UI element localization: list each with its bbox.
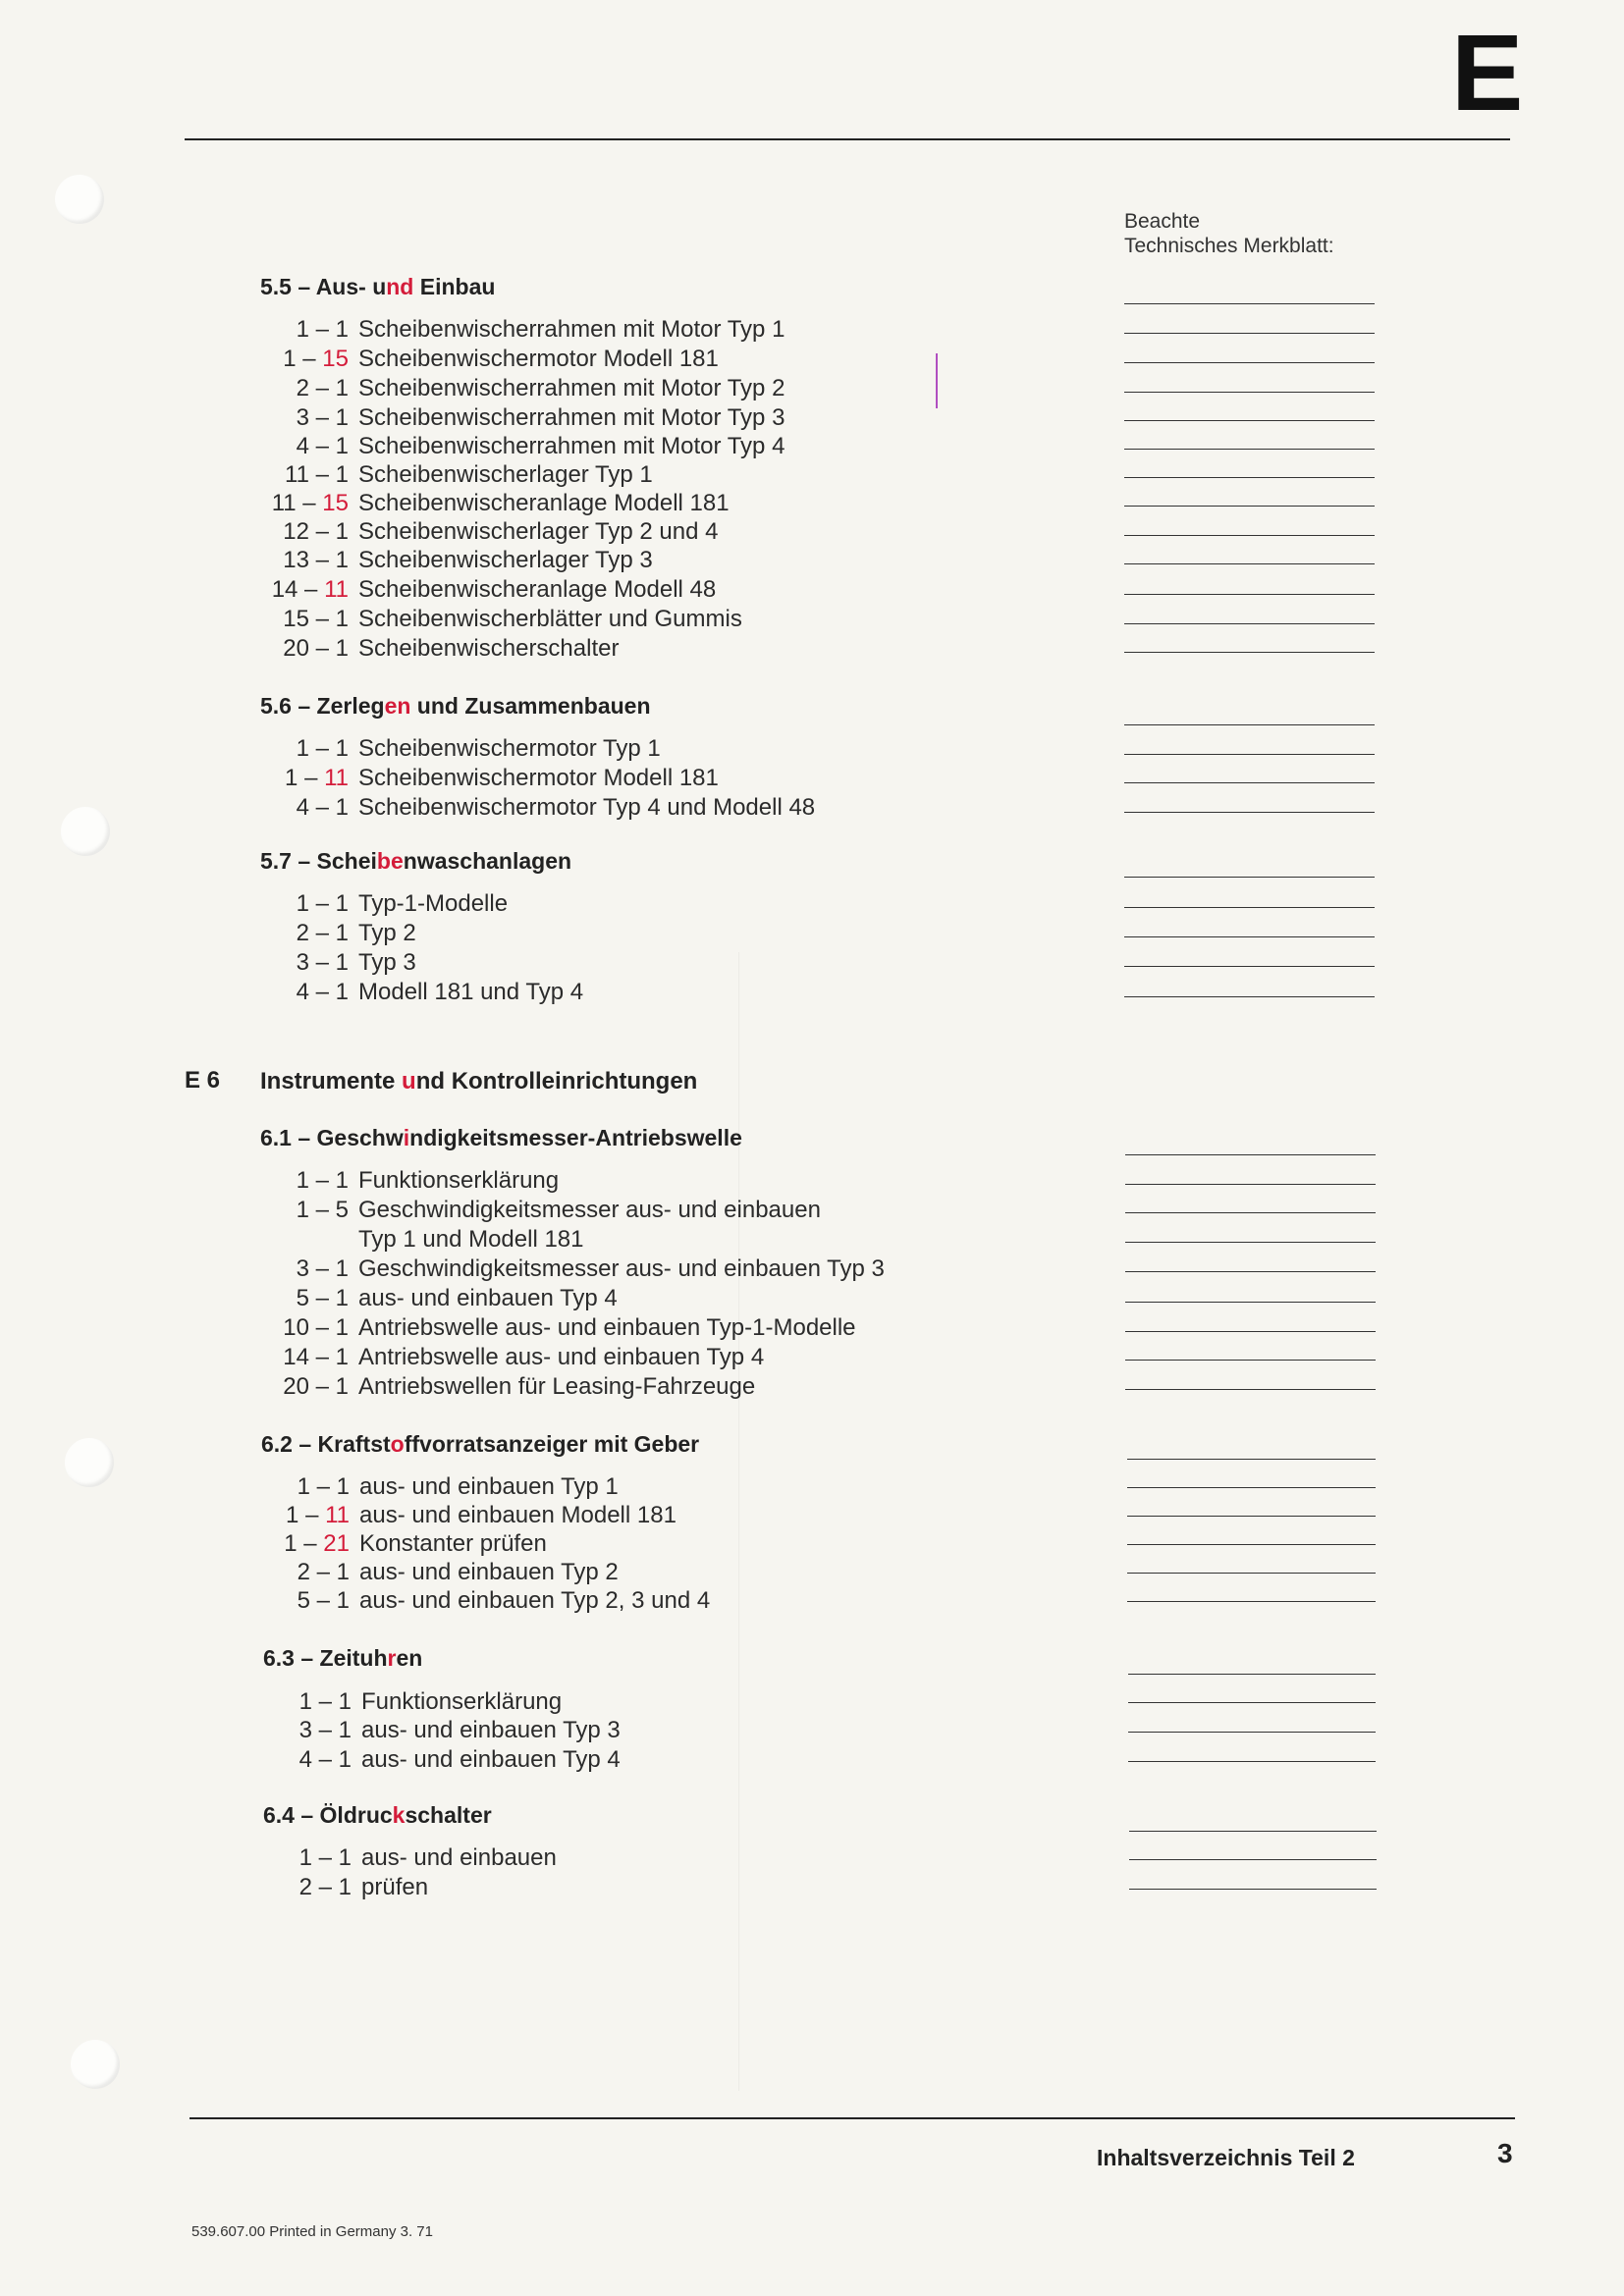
- section-title: [260, 1125, 742, 1151]
- note-line: [1124, 477, 1375, 478]
- pen-mark: [936, 353, 938, 408]
- section-title-part: ffvorratsanzeiger mit Geber: [404, 1431, 700, 1457]
- item-number: 2 – 1: [296, 375, 349, 401]
- item-number: 11 – 15: [271, 490, 349, 516]
- note-line: [1125, 1184, 1376, 1185]
- item-title: Funktionserklärung: [361, 1688, 563, 1715]
- item-title: Konstanter prüfen: [359, 1530, 547, 1557]
- item-title: Scheibenwischeranlage Modell 181: [358, 490, 730, 516]
- item-title: aus- und einbauen Typ 4: [361, 1746, 621, 1773]
- item-title: prüfen: [361, 1874, 429, 1900]
- item-title: Scheibenwischerblätter und Gummis: [358, 606, 742, 632]
- section-title-part: be: [376, 848, 404, 874]
- note-line: [1127, 1601, 1376, 1602]
- item-title: Modell 181 und Typ 4: [358, 979, 584, 1005]
- note-line: [1124, 966, 1375, 967]
- section-title-part: 6.1 – Geschw: [260, 1125, 404, 1150]
- item-title: Scheibenwischerlager Typ 1: [358, 461, 653, 488]
- note-line: [1128, 1702, 1376, 1703]
- item-number: 11 – 1: [285, 461, 349, 488]
- item-title: aus- und einbauen: [361, 1844, 557, 1871]
- item-title: Scheibenwischerrahmen mit Motor Typ 2: [358, 375, 785, 401]
- item-number-highlight: 11: [324, 765, 349, 791]
- note-line: [1124, 907, 1375, 908]
- section-title-part: en: [396, 1645, 423, 1671]
- item-number: 1 – 15: [283, 346, 349, 372]
- note-line: [1129, 1831, 1377, 1832]
- chapter-title-part: u: [402, 1068, 416, 1095]
- item-number: 1 – 5: [296, 1197, 349, 1223]
- punch-hole: [65, 1438, 114, 1487]
- note-line: [1124, 449, 1375, 450]
- note-line: [1128, 1761, 1376, 1762]
- note-line: [1129, 1889, 1377, 1890]
- punch-hole: [61, 807, 110, 856]
- chapter-title: [260, 1068, 697, 1095]
- section-title-part: nd: [386, 274, 414, 299]
- item-title: Scheibenwischerrahmen mit Motor Typ 3: [358, 404, 785, 431]
- section-title-part: ndigkeitsmesser-Antriebswelle: [409, 1125, 742, 1150]
- section-title: [261, 1431, 699, 1458]
- note-line: [1124, 420, 1375, 421]
- note-line: [1127, 1487, 1376, 1488]
- item-number: 1 – 1: [296, 316, 349, 343]
- item-number: 20 – 1: [283, 635, 349, 662]
- item-number: 2 – 1: [298, 1874, 352, 1900]
- section-title-part: und Zusammenbauen: [410, 693, 651, 719]
- item-number: 1 – 1: [296, 1167, 349, 1194]
- item-title: aus- und einbauen Typ 1: [359, 1473, 619, 1500]
- note-line: [1124, 782, 1375, 783]
- item-title: Typ 2: [358, 920, 416, 946]
- note-line: [1125, 1389, 1376, 1390]
- item-title: aus- und einbauen Typ 2: [359, 1559, 619, 1585]
- section-title-part: o: [390, 1431, 405, 1457]
- item-title: Scheibenwischermotor Typ 4 und Modell 48: [358, 794, 816, 821]
- item-title: Scheibenwischeranlage Modell 48: [358, 576, 717, 603]
- note-line: [1124, 623, 1375, 624]
- item-title: aus- und einbauen Typ 2, 3 und 4: [359, 1587, 711, 1614]
- item-number: 1 – 1: [298, 1844, 352, 1871]
- section-title-part: i: [403, 1125, 410, 1150]
- section-title: [260, 693, 651, 720]
- notes-heading: [1124, 209, 1334, 258]
- item-number: 5 – 1: [297, 1587, 350, 1614]
- note-line: [1124, 535, 1375, 536]
- item-title: Scheibenwischerrahmen mit Motor Typ 4: [358, 433, 785, 459]
- item-number: 20 – 1: [283, 1373, 349, 1400]
- note-line: [1124, 303, 1375, 304]
- bleed-through: [738, 952, 739, 2091]
- notes-heading-line2: Technisches Merkblatt:: [1124, 235, 1334, 257]
- note-line: [1124, 754, 1375, 755]
- item-number: 4 – 1: [296, 979, 349, 1005]
- note-line: [1128, 1674, 1376, 1675]
- item-number: 3 – 1: [298, 1717, 352, 1743]
- note-line: [1124, 936, 1375, 937]
- note-line: [1125, 1212, 1376, 1213]
- section-letter: E: [1451, 13, 1524, 133]
- item-number: 13 – 1: [283, 547, 349, 573]
- section-title: [263, 1645, 422, 1672]
- section-title: [260, 848, 571, 875]
- item-title: Geschwindigkeitsmesser aus- und einbauen Typ 3: [358, 1255, 885, 1282]
- item-number-highlight: 21: [323, 1530, 350, 1557]
- note-line: [1125, 1154, 1376, 1155]
- item-number: 10 – 1: [283, 1314, 349, 1341]
- item-title: Scheibenwischerrahmen mit Motor Typ 1: [358, 316, 785, 343]
- note-line: [1128, 1732, 1376, 1733]
- item-number: 14 – 11: [271, 576, 349, 603]
- print-note: 539.607.00 Printed in Germany 3. 71: [191, 2223, 433, 2240]
- notes-heading-line1: Beachte: [1124, 210, 1201, 233]
- item-title: Scheibenwischermotor Typ 1: [358, 735, 661, 762]
- item-title: Scheibenwischerlager Typ 3: [358, 547, 653, 573]
- section-title-part: 5.6 – Zerleg: [260, 693, 385, 719]
- note-line: [1124, 996, 1375, 997]
- item-title: Funktionserklärung: [358, 1167, 560, 1194]
- item-number: 1 – 1: [296, 735, 349, 762]
- section-title-part: Einbau: [413, 274, 496, 299]
- item-number: 4 – 1: [296, 794, 349, 821]
- item-number: 3 – 1: [296, 949, 349, 976]
- item-number: 1 – 1: [297, 1473, 350, 1500]
- note-line: [1124, 812, 1375, 813]
- item-title: Antriebswelle aus- und einbauen Typ-1-Modelle: [358, 1314, 856, 1341]
- item-number: 14 – 1: [283, 1344, 349, 1370]
- note-line: [1125, 1242, 1376, 1243]
- note-line: [1124, 333, 1375, 334]
- note-line: [1127, 1516, 1376, 1517]
- note-line: [1125, 1302, 1376, 1303]
- chapter-title-part: Instrumente: [260, 1068, 403, 1095]
- note-line: [1127, 1573, 1376, 1574]
- item-number-highlight: 11: [324, 576, 349, 603]
- item-title: Scheibenwischerlager Typ 2 und 4: [358, 518, 719, 545]
- item-title: aus- und einbauen Typ 4: [358, 1285, 618, 1311]
- item-number: 3 – 1: [296, 1255, 349, 1282]
- section-title: [260, 274, 495, 300]
- item-title: Scheibenwischermotor Modell 181: [358, 346, 719, 372]
- item-title: Antriebswellen für Leasing-Fahrzeuge: [358, 1373, 756, 1400]
- item-number: 3 – 1: [296, 404, 349, 431]
- item-number-highlight: 15: [322, 346, 349, 372]
- item-number: 1 – 1: [298, 1688, 352, 1715]
- section-title: [263, 1802, 492, 1829]
- item-number: 1 – 1: [296, 890, 349, 917]
- item-title: Typ-1-Modelle: [358, 890, 509, 917]
- note-line: [1129, 1859, 1377, 1860]
- item-number: 1 – 11: [286, 1502, 350, 1528]
- item-number: 15 – 1: [283, 606, 349, 632]
- item-number: 1 – 21: [284, 1530, 350, 1557]
- note-line: [1125, 1360, 1376, 1361]
- page-number: 3: [1497, 2138, 1513, 2168]
- item-number-highlight: 11: [325, 1502, 350, 1528]
- punch-hole: [71, 2040, 120, 2089]
- note-line: [1124, 724, 1375, 725]
- item-number: 2 – 1: [297, 1559, 350, 1585]
- item-number: 5 – 1: [296, 1285, 349, 1311]
- footer-title: Inhaltsverzeichnis Teil 2: [1097, 2145, 1355, 2170]
- item-number: 4 – 1: [296, 433, 349, 459]
- note-line: [1124, 506, 1375, 507]
- section-title-part: r: [387, 1645, 397, 1671]
- note-line: [1124, 362, 1375, 363]
- section-title-part: 6.3 – Zeituh: [263, 1645, 388, 1671]
- section-title-part: schalter: [405, 1802, 492, 1828]
- note-line: [1124, 652, 1375, 653]
- item-number: 12 – 1: [283, 518, 349, 545]
- chapter-code: E 6: [185, 1067, 221, 1094]
- section-title-part: nwaschanlagen: [403, 848, 572, 874]
- item-title: aus- und einbauen Modell 181: [359, 1502, 677, 1528]
- item-title: Typ 3: [358, 949, 416, 976]
- item-number: 2 – 1: [296, 920, 349, 946]
- section-title-part: 6.2 – Kraftst: [261, 1431, 391, 1457]
- item-number-highlight: 15: [322, 490, 349, 516]
- item-title: Typ 1 und Modell 181: [358, 1226, 584, 1253]
- note-line: [1124, 594, 1375, 595]
- note-line: [1124, 392, 1375, 393]
- section-title-part: en: [384, 693, 411, 719]
- section-title-part: 5.7 – Schei: [260, 848, 377, 874]
- item-number: 1 – 11: [285, 765, 349, 791]
- chapter-title-part: nd Kontrolleinrichtungen: [415, 1068, 698, 1095]
- section-title-part: 5.5 – Aus- u: [260, 274, 387, 299]
- punch-hole: [55, 175, 104, 224]
- item-title: Scheibenwischermotor Modell 181: [358, 765, 719, 791]
- bottom-rule: [189, 2117, 1515, 2119]
- note-line: [1125, 1271, 1376, 1272]
- item-title: Geschwindigkeitsmesser aus- und einbauen: [358, 1197, 821, 1223]
- note-line: [1125, 1331, 1376, 1332]
- item-title: aus- und einbauen Typ 3: [361, 1717, 621, 1743]
- top-rule: [185, 138, 1510, 140]
- note-line: [1124, 563, 1375, 564]
- section-title-part: k: [392, 1802, 406, 1828]
- section-title-part: 6.4 – Öldruc: [263, 1802, 393, 1828]
- note-line: [1124, 877, 1375, 878]
- note-line: [1127, 1544, 1376, 1545]
- item-title: Antriebswelle aus- und einbauen Typ 4: [358, 1344, 765, 1370]
- item-number: 4 – 1: [298, 1746, 352, 1773]
- note-line: [1127, 1459, 1376, 1460]
- item-title: Scheibenwischerschalter: [358, 635, 620, 662]
